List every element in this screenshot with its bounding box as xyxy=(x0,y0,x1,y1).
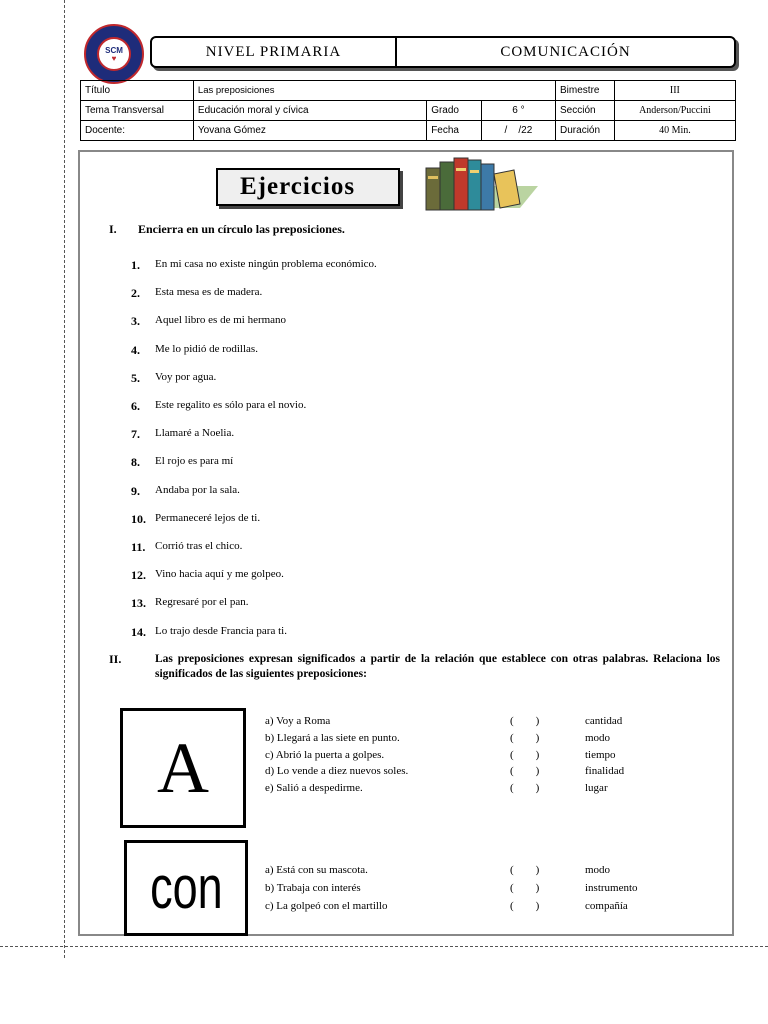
exercises-title: Ejercicios xyxy=(216,168,400,206)
exercise-item-number: 8. xyxy=(131,455,140,470)
tema-label: Tema Transversal xyxy=(81,101,194,121)
matching-meaning: compañía xyxy=(585,900,628,912)
answer-blank: ( ) xyxy=(510,882,540,894)
exercise-item-text: Voy por agua. xyxy=(155,370,217,383)
school-logo xyxy=(84,24,144,84)
logo-text: SCM xyxy=(105,45,123,55)
section-2-instruction: Las preposiciones expresan significados a partir de la relación que establece con otras palabras. Relaciona los significados de las siguientes preposiciones: xyxy=(155,653,720,680)
subject-label: COMUNICACIÓN xyxy=(500,43,631,60)
matching-meaning: tiempo xyxy=(585,748,616,761)
matching-sentence: c) La golpeó con el martillo xyxy=(265,900,388,912)
exercise-item-number: 10. xyxy=(131,511,146,526)
preposition-card-a xyxy=(120,708,246,828)
matching-meaning: modo xyxy=(585,864,611,876)
answer-blank: ( ) xyxy=(510,731,540,744)
exercise-item xyxy=(131,286,691,302)
section-1-number: I. xyxy=(109,222,117,236)
exercise-item-number: 14. xyxy=(131,624,146,639)
exercise-item-number: 1. xyxy=(131,258,140,272)
exercise-item-number: 2. xyxy=(131,286,140,301)
exercise-item-number: 5. xyxy=(131,370,140,385)
grado-value: 6 ° xyxy=(481,101,555,121)
docente-label: Docente: xyxy=(81,121,194,141)
duracion-value: 40 Min. xyxy=(614,121,735,141)
header-banner xyxy=(150,36,736,68)
matching-group-con xyxy=(265,864,735,924)
exercise-item xyxy=(131,343,691,359)
exercise-item-text: En mi casa no existe ningún problema económico. xyxy=(155,258,377,270)
exercise-item-number: 3. xyxy=(131,314,140,329)
exercise-item-text: Este regalito es sólo para el novio. xyxy=(155,399,307,411)
seccion-label: Sección xyxy=(556,101,615,121)
exercise-item-text: Andaba por la sala. xyxy=(155,483,240,496)
exercise-item xyxy=(131,314,691,330)
fold-guide-horizontal xyxy=(0,946,768,947)
fecha-value: / /22 xyxy=(481,121,555,141)
exercise-item-number: 4. xyxy=(131,342,140,357)
exercise-item-text: Permaneceré lejos de ti. xyxy=(155,511,261,524)
grado-label: Grado xyxy=(427,101,482,121)
exercise-item xyxy=(131,484,691,500)
matching-sentence: d) Lo vende a diez nuevos soles. xyxy=(265,765,409,778)
exercise-item-number: 9. xyxy=(131,483,140,498)
answer-blank: ( ) xyxy=(510,782,540,795)
exercise-item-text: Lo trajo desde Francia para ti. xyxy=(155,624,287,637)
exercise-item xyxy=(131,455,691,471)
titulo-label: Título xyxy=(81,81,194,101)
preposition-word: A xyxy=(157,728,209,808)
exercise-item xyxy=(131,258,691,274)
exercise-item-text: Me lo pidió de rodillas. xyxy=(155,342,258,355)
fecha-label: Fecha xyxy=(427,121,482,141)
exercise-item-number: 13. xyxy=(131,596,146,611)
answer-blank: ( ) xyxy=(510,900,540,912)
exercise-item xyxy=(131,540,691,556)
exercise-item xyxy=(131,399,691,415)
exercise-item-number: 11. xyxy=(131,540,146,554)
preposition-card-con xyxy=(124,840,248,936)
docente-value: Yovana Gómez xyxy=(193,121,426,141)
exercise-item-text: El rojo es para mí xyxy=(155,455,234,468)
books-icon xyxy=(420,150,540,214)
matching-meaning: instrumento xyxy=(585,882,638,894)
matching-group-a xyxy=(265,715,735,805)
matching-sentence: a) Está con su mascota. xyxy=(265,864,368,876)
heart-icon: ♥ xyxy=(111,53,117,63)
section-1-title: Encierra en un círculo las preposiciones. xyxy=(138,222,345,236)
info-table xyxy=(80,80,736,141)
exercise-item-text: Aquel libro es de mi hermano xyxy=(155,314,287,327)
exercise-item-number: 6. xyxy=(131,399,140,413)
matching-sentence: b) Llegará a las siete en punto. xyxy=(265,731,400,744)
titulo-value: Las preposiciones xyxy=(193,81,555,101)
exercise-item-text: Regresaré por el pan. xyxy=(155,596,249,609)
bimestre-value: III xyxy=(614,81,735,101)
exercise-item-text: Corrió tras el chico. xyxy=(155,540,243,552)
matching-sentence: a) Voy a Roma xyxy=(265,715,331,727)
exercise-item xyxy=(131,596,691,612)
matching-meaning: lugar xyxy=(585,782,608,795)
bimestre-label: Bimestre xyxy=(556,81,615,101)
matching-sentence: e) Salió a despedirme. xyxy=(265,782,363,795)
answer-blank: ( ) xyxy=(510,765,540,778)
answer-blank: ( ) xyxy=(510,715,540,727)
answer-blank: ( ) xyxy=(510,864,540,876)
exercise-item-number: 7. xyxy=(131,427,140,442)
answer-blank: ( ) xyxy=(510,748,540,761)
exercise-item xyxy=(131,512,691,528)
matching-meaning: cantidad xyxy=(585,715,623,727)
matching-sentence: b) Trabaja con interés xyxy=(265,882,361,894)
preposition-word: con xyxy=(149,854,223,921)
duracion-label: Duración xyxy=(556,121,615,141)
exercise-item-text: Esta mesa es de madera. xyxy=(155,286,263,299)
exercise-item xyxy=(131,625,691,641)
exercise-item-number: 12. xyxy=(131,568,146,583)
exercise-item xyxy=(131,427,691,443)
exercise-item xyxy=(131,568,691,584)
tema-value: Educación moral y cívica xyxy=(193,101,426,121)
exercise-item-text: Llamaré a Noelia. xyxy=(155,427,235,440)
section-1-list xyxy=(131,258,691,638)
exercise-item-text: Vino hacia aquí y me golpeo. xyxy=(155,568,284,581)
matching-meaning: modo xyxy=(585,731,611,744)
level-label: NIVEL PRIMARIA xyxy=(152,38,397,66)
matching-meaning: finalidad xyxy=(585,765,625,778)
exercise-item xyxy=(131,371,691,387)
matching-sentence: c) Abrió la puerta a golpes. xyxy=(265,748,385,761)
fold-guide-vertical xyxy=(64,0,65,958)
section-2-number: II. xyxy=(109,652,122,666)
seccion-value: Anderson/Puccini xyxy=(614,101,735,121)
